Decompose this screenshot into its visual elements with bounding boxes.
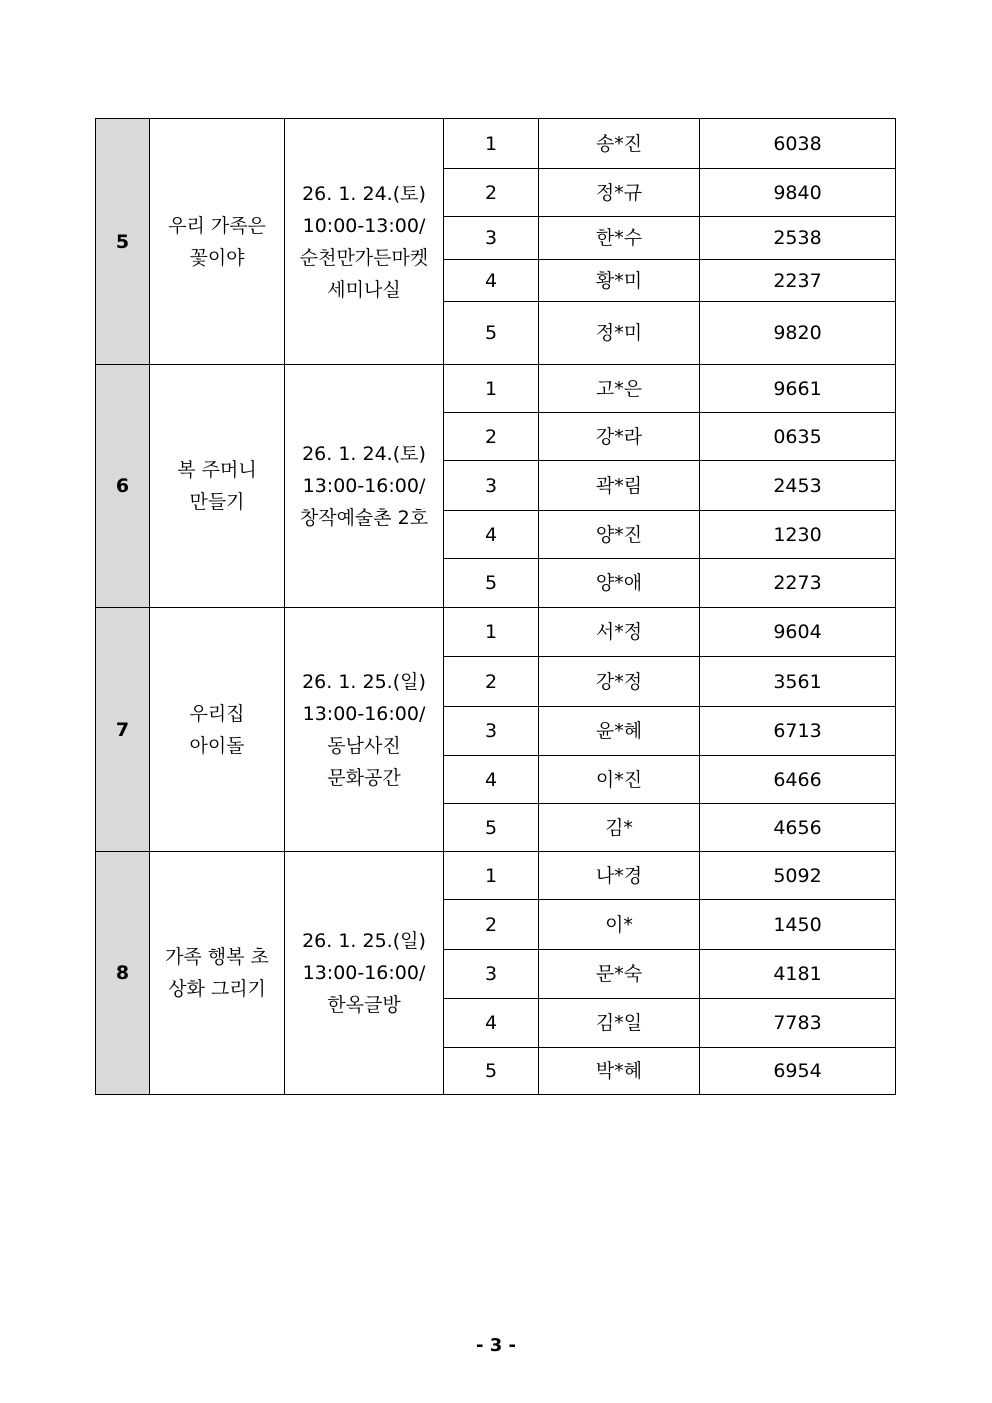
schedule-line: 한옥글방 — [327, 994, 401, 1016]
schedule-line: 문화공간 — [327, 766, 401, 789]
name-cell: 곽*림 — [539, 461, 700, 511]
program-name — [150, 608, 285, 852]
group-number: 5 — [96, 119, 150, 365]
name-cell: 양*애 — [539, 559, 700, 608]
schedule-cell — [285, 119, 444, 365]
code-cell: 0635 — [700, 413, 896, 461]
name-cell: 강*정 — [539, 657, 700, 707]
program-line: 만들기 — [189, 491, 245, 513]
name-cell: 김*일 — [539, 999, 700, 1048]
group-number: 7 — [96, 608, 150, 852]
rank-cell: 2 — [444, 169, 539, 217]
name-cell: 이*진 — [539, 756, 700, 804]
participant-table — [95, 118, 896, 1095]
code-cell: 4656 — [700, 804, 896, 852]
program-line: 상화 그리기 — [168, 978, 266, 1000]
schedule-line: 13:00-16:00/ — [302, 702, 426, 725]
rank-cell: 4 — [444, 756, 539, 804]
rank-cell: 3 — [444, 950, 539, 999]
name-cell: 박*혜 — [539, 1048, 700, 1095]
name-cell: 김* — [539, 804, 700, 852]
schedule-cell — [285, 852, 444, 1095]
name-cell: 양*진 — [539, 511, 700, 559]
code-cell: 1230 — [700, 511, 896, 559]
code-cell: 2237 — [700, 260, 896, 302]
schedule-line: 26. 1. 24.(토) — [302, 443, 426, 465]
page-number: - 3 - — [476, 1335, 516, 1356]
program-line: 가족 행복 초 — [165, 946, 269, 968]
rank-cell: 3 — [444, 707, 539, 756]
group-number: 6 — [96, 365, 150, 608]
schedule-line: 세미나실 — [327, 278, 401, 301]
program-line: 우리 가족은 — [168, 214, 266, 237]
code-cell: 6038 — [700, 119, 896, 169]
program-line: 우리집 — [189, 702, 245, 725]
name-cell: 황*미 — [539, 260, 700, 302]
code-cell: 6466 — [700, 756, 896, 804]
table-row — [96, 608, 896, 657]
program-line: 아이돌 — [189, 734, 245, 757]
code-cell: 4181 — [700, 950, 896, 999]
rank-cell: 4 — [444, 511, 539, 559]
rank-cell: 3 — [444, 217, 539, 260]
rank-cell: 3 — [444, 461, 539, 511]
rank-cell: 5 — [444, 804, 539, 852]
schedule-line: 13:00-16:00/ — [302, 962, 426, 984]
code-cell: 9661 — [700, 365, 896, 413]
name-cell: 서*정 — [539, 608, 700, 657]
program-name — [150, 365, 285, 608]
schedule-line: 26. 1. 24.(토) — [302, 182, 426, 205]
name-cell: 강*라 — [539, 413, 700, 461]
code-cell: 5092 — [700, 852, 896, 900]
name-cell: 나*경 — [539, 852, 700, 900]
code-cell: 6713 — [700, 707, 896, 756]
code-cell: 9604 — [700, 608, 896, 657]
table-row — [96, 852, 896, 900]
code-cell: 7783 — [700, 999, 896, 1048]
code-cell: 9820 — [700, 302, 896, 365]
code-cell: 2538 — [700, 217, 896, 260]
code-cell: 1450 — [700, 900, 896, 950]
name-cell: 고*은 — [539, 365, 700, 413]
name-cell: 한*수 — [539, 217, 700, 260]
code-cell: 9840 — [700, 169, 896, 217]
rank-cell: 2 — [444, 413, 539, 461]
name-cell: 정*미 — [539, 302, 700, 365]
code-cell: 2453 — [700, 461, 896, 511]
code-cell: 3561 — [700, 657, 896, 707]
schedule-line: 창작예술촌 2호 — [299, 507, 429, 529]
table-row — [96, 119, 896, 169]
rank-cell: 5 — [444, 1048, 539, 1095]
schedule-line: 26. 1. 25.(일) — [302, 670, 426, 693]
name-cell: 윤*혜 — [539, 707, 700, 756]
schedule-cell — [285, 365, 444, 608]
code-cell: 2273 — [700, 559, 896, 608]
rank-cell: 1 — [444, 119, 539, 169]
rank-cell: 4 — [444, 260, 539, 302]
rank-cell: 2 — [444, 900, 539, 950]
rank-cell: 4 — [444, 999, 539, 1048]
name-cell: 송*진 — [539, 119, 700, 169]
program-name — [150, 852, 285, 1095]
code-cell: 6954 — [700, 1048, 896, 1095]
schedule-line: 동남사진 — [327, 734, 401, 757]
rank-cell: 2 — [444, 657, 539, 707]
rank-cell: 5 — [444, 559, 539, 608]
name-cell: 정*규 — [539, 169, 700, 217]
name-cell: 문*숙 — [539, 950, 700, 999]
schedule-cell — [285, 608, 444, 852]
program-line: 복 주머니 — [177, 459, 257, 481]
group-number: 8 — [96, 852, 150, 1095]
name-cell: 이* — [539, 900, 700, 950]
participant-table-body — [96, 119, 896, 1095]
program-name — [150, 119, 285, 365]
program-line: 꽃이야 — [189, 246, 245, 269]
table-row — [96, 365, 896, 413]
rank-cell: 1 — [444, 365, 539, 413]
rank-cell: 1 — [444, 852, 539, 900]
rank-cell: 1 — [444, 608, 539, 657]
schedule-line: 13:00-16:00/ — [302, 475, 426, 497]
schedule-line: 순천만가든마켓 — [299, 246, 429, 269]
rank-cell: 5 — [444, 302, 539, 365]
schedule-line: 26. 1. 25.(일) — [302, 930, 426, 952]
schedule-line: 10:00-13:00/ — [302, 214, 426, 237]
